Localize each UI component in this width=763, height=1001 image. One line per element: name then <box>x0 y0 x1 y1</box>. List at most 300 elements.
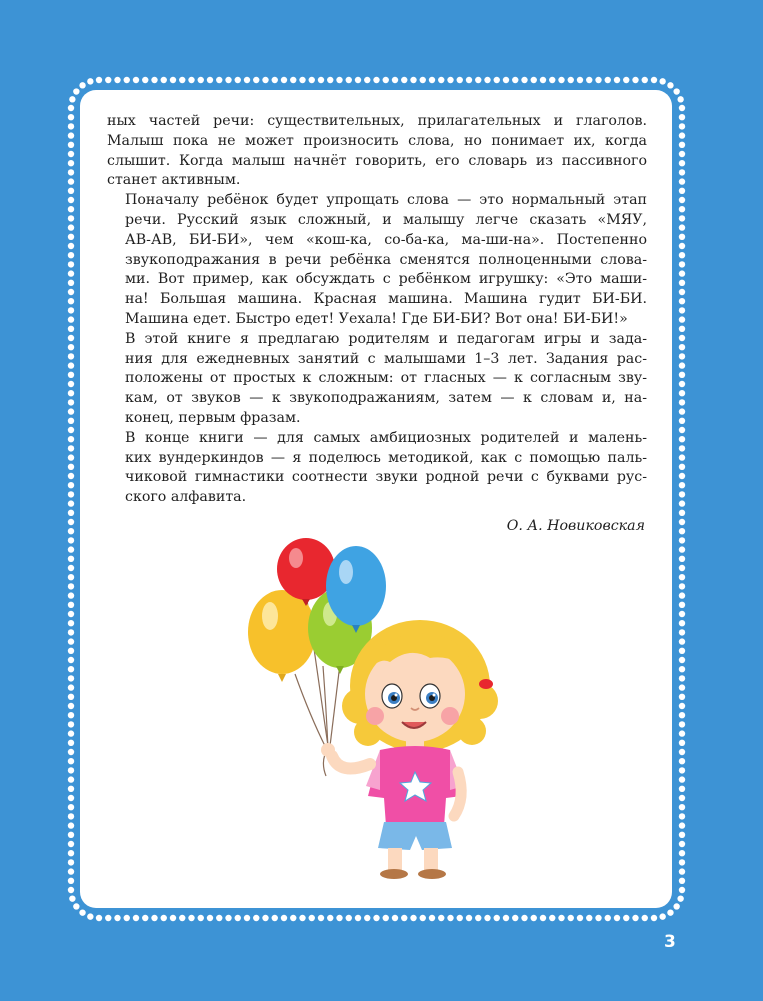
border-dot <box>68 243 74 249</box>
border-dot <box>438 915 444 921</box>
border-dot <box>151 915 157 921</box>
border-dot <box>309 915 315 921</box>
border-dot <box>68 684 74 690</box>
border-dot <box>540 915 546 921</box>
border-dot <box>68 611 74 617</box>
border-dot <box>679 500 685 506</box>
border-dot <box>179 915 185 921</box>
border-dot <box>68 326 74 332</box>
border-dot <box>68 813 74 819</box>
border-dot <box>68 500 74 506</box>
border-dot <box>68 445 74 451</box>
text-line: кам, от звуков — к звукоподражаниям, затем — к словам и, на- <box>125 390 647 407</box>
border-dot <box>679 657 685 663</box>
text-line: речи. Русский язык сложный, и малышу легче сказать «МЯУ, <box>125 211 647 228</box>
border-dot <box>679 767 685 773</box>
border-dot <box>68 767 74 773</box>
text-line: Поначалу ребёнок будет упрощать слова — это нормальный этап <box>125 192 647 209</box>
border-dot <box>346 915 352 921</box>
border-dot <box>68 178 74 184</box>
border-dot <box>336 77 342 83</box>
border-dot <box>679 841 685 847</box>
border-dot <box>68 694 74 700</box>
border-dot <box>679 344 685 350</box>
border-dot <box>429 77 435 83</box>
border-dot <box>410 915 416 921</box>
border-dot <box>679 629 685 635</box>
border-dot <box>679 537 685 543</box>
text-line: звукоподражания в речи ребёнка сменятся полноценными слова- <box>125 251 647 268</box>
border-dot <box>679 353 685 359</box>
border-dot <box>383 77 389 83</box>
border-dot <box>216 915 222 921</box>
border-dot <box>595 77 601 83</box>
border-dot <box>679 482 685 488</box>
border-dot <box>68 712 74 718</box>
border-dot <box>346 77 352 83</box>
border-dot <box>651 77 657 83</box>
border-dot <box>235 915 241 921</box>
border-dot <box>679 454 685 460</box>
text-line: ми. Вот пример, как обсуждать с ребёнком игрушку: «Это маши- <box>125 271 647 288</box>
border-dot <box>364 915 370 921</box>
border-dot <box>68 795 74 801</box>
border-dot <box>68 822 74 828</box>
text-line: конец, первым фразам. <box>125 409 301 426</box>
text-line: положены от простых к сложным: от гласных — к согласным зву- <box>125 370 647 387</box>
border-dot <box>673 903 679 909</box>
border-dot <box>179 77 185 83</box>
border-dot <box>679 528 685 534</box>
border-dot <box>68 142 74 148</box>
border-dot <box>68 289 74 295</box>
text-line: АВ-АВ, БИ-БИ», чем «кош-ка, со-ба-ка, ма-ши-на». Постепенно <box>125 231 647 248</box>
border-dot <box>420 915 426 921</box>
border-dot <box>272 77 278 83</box>
border-dot <box>679 197 685 203</box>
border-dot <box>679 675 685 681</box>
border-dot <box>142 77 148 83</box>
border-dot <box>68 887 74 893</box>
border-dot <box>586 915 592 921</box>
border-dot <box>679 390 685 396</box>
border-dot <box>447 915 453 921</box>
border-dot <box>68 519 74 525</box>
border-dot <box>679 289 685 295</box>
paragraph <box>107 191 647 330</box>
border-dot <box>659 78 665 84</box>
border-dot <box>355 77 361 83</box>
border-dot <box>659 913 665 919</box>
border-dot <box>68 675 74 681</box>
paragraph <box>107 429 647 508</box>
border-dot <box>281 915 287 921</box>
border-dot <box>68 353 74 359</box>
border-dot <box>679 160 685 166</box>
border-dot <box>679 436 685 442</box>
border-dot <box>679 822 685 828</box>
border-dot <box>68 749 74 755</box>
border-dot <box>679 510 685 516</box>
border-dot <box>68 638 74 644</box>
border-dot <box>68 197 74 203</box>
border-dot <box>540 77 546 83</box>
border-dot <box>679 887 685 893</box>
border-dot <box>679 694 685 700</box>
border-dot <box>623 77 629 83</box>
border-dot <box>68 436 74 442</box>
border-dot <box>114 77 120 83</box>
border-dot <box>679 804 685 810</box>
border-dot <box>299 915 305 921</box>
border-dot <box>679 850 685 856</box>
border-dot <box>679 620 685 626</box>
border-dot <box>68 160 74 166</box>
border-dot <box>68 252 74 258</box>
border-dot <box>679 749 685 755</box>
border-dot <box>68 859 74 865</box>
text-line: слышит. Когда малыш начнёт говорить, его словарь из пассивного <box>107 152 647 169</box>
border-dot <box>679 519 685 525</box>
border-dot <box>679 234 685 240</box>
border-dot <box>679 132 685 138</box>
border-dot <box>667 909 673 915</box>
border-dot <box>364 77 370 83</box>
border-dot <box>466 77 472 83</box>
border-dot <box>225 77 231 83</box>
border-dot <box>142 915 148 921</box>
text-line: ных частей речи: существительных, прилагательных и глаголов. <box>107 113 647 129</box>
border-dot <box>457 915 463 921</box>
border-dot <box>68 546 74 552</box>
border-dot <box>244 915 250 921</box>
border-dot <box>68 473 74 479</box>
border-dot <box>290 77 296 83</box>
border-dot <box>605 77 611 83</box>
border-dot <box>133 915 139 921</box>
border-dot <box>679 611 685 617</box>
border-dot <box>679 261 685 267</box>
border-dot <box>679 638 685 644</box>
border-dot <box>679 740 685 746</box>
border-dot <box>420 77 426 83</box>
border-dot <box>68 565 74 571</box>
border-dot <box>679 215 685 221</box>
border-dot <box>68 583 74 589</box>
border-dot <box>679 270 685 276</box>
border-dot <box>577 915 583 921</box>
border-dot <box>679 243 685 249</box>
border-dot <box>679 602 685 608</box>
border-dot <box>68 537 74 543</box>
border-dot <box>68 408 74 414</box>
border-dot <box>679 169 685 175</box>
border-dot <box>679 252 685 258</box>
border-dot <box>68 556 74 562</box>
border-dot <box>677 895 683 901</box>
illustration <box>240 536 510 890</box>
text-line: В этой книге я предлагаю родителям и педагогам игры и зада- <box>125 330 647 347</box>
border-dot <box>484 77 490 83</box>
border-dot <box>677 96 683 102</box>
border-dot <box>679 142 685 148</box>
border-dot <box>679 316 685 322</box>
border-dot <box>79 909 85 915</box>
border-dot <box>68 399 74 405</box>
border-dot <box>68 206 74 212</box>
border-dot <box>558 915 564 921</box>
border-dot <box>429 915 435 921</box>
border-dot <box>679 648 685 654</box>
border-dot <box>679 399 685 405</box>
border-dot <box>679 362 685 368</box>
body-text <box>107 112 647 508</box>
border-dot <box>679 795 685 801</box>
border-dot <box>673 88 679 94</box>
border-dot <box>679 546 685 552</box>
border-dot <box>679 730 685 736</box>
border-dot <box>299 77 305 83</box>
border-dot <box>327 77 333 83</box>
border-dot <box>68 574 74 580</box>
border-dot <box>68 362 74 368</box>
border-dot <box>623 915 629 921</box>
border-dot <box>679 151 685 157</box>
border-dot <box>69 96 75 102</box>
border-dot <box>679 372 685 378</box>
border-dot <box>679 418 685 424</box>
border-dot <box>679 666 685 672</box>
border-dot <box>614 77 620 83</box>
border-dot <box>614 915 620 921</box>
border-dot <box>68 298 74 304</box>
border-dot <box>679 427 685 433</box>
border-dot <box>679 776 685 782</box>
border-dot <box>679 556 685 562</box>
border-dot <box>188 915 194 921</box>
border-dot <box>68 648 74 654</box>
border-dot <box>568 77 574 83</box>
border-dot <box>679 381 685 387</box>
border-dot <box>68 786 74 792</box>
border-dot <box>170 77 176 83</box>
border-dot <box>679 786 685 792</box>
border-dot <box>68 372 74 378</box>
border-dot <box>68 758 74 764</box>
border-dot <box>253 77 259 83</box>
border-dot <box>466 915 472 921</box>
border-dot <box>679 473 685 479</box>
border-dot <box>207 77 213 83</box>
border-dot <box>679 583 685 589</box>
border-dot <box>679 307 685 313</box>
border-dot <box>68 234 74 240</box>
text-line: на! Большая машина. Красная машина. Машина гудит БИ-БИ. <box>125 291 647 308</box>
border-dot <box>170 915 176 921</box>
border-dot <box>679 464 685 470</box>
border-dot <box>392 77 398 83</box>
border-dot <box>679 721 685 727</box>
text-line: Машина едет. Быстро едет! Уехала! Где БИ-БИ? Вот она! БИ-БИ!» <box>125 310 628 327</box>
border-dot <box>68 307 74 313</box>
border-dot <box>512 915 518 921</box>
border-dot <box>494 77 500 83</box>
border-dot <box>68 381 74 387</box>
border-dot <box>475 77 481 83</box>
border-dot <box>68 151 74 157</box>
border-dot <box>68 657 74 663</box>
border-dot <box>438 77 444 83</box>
border-dot <box>68 464 74 470</box>
border-dot <box>679 832 685 838</box>
border-dot <box>494 915 500 921</box>
border-dot <box>68 114 74 120</box>
border-dot <box>235 77 241 83</box>
border-dot <box>68 841 74 847</box>
border-dot <box>679 574 685 580</box>
border-dot <box>262 77 268 83</box>
border-dot <box>68 105 74 111</box>
text-line: В конце книги — для самых амбициозных родителей и малень- <box>125 429 647 446</box>
border-dot <box>679 206 685 212</box>
border-dot <box>290 915 296 921</box>
border-dot <box>198 915 204 921</box>
border-dot <box>679 326 685 332</box>
border-dot <box>253 915 259 921</box>
border-dot <box>679 592 685 598</box>
border-dot <box>68 418 74 424</box>
text-line: ского алфавита. <box>125 489 247 506</box>
border-dot <box>679 224 685 230</box>
text-line: чиковой гимнастики соотнести звуки родной речи с буквами рус- <box>125 469 647 486</box>
paragraph <box>107 330 647 429</box>
border-dot <box>373 77 379 83</box>
border-dot <box>161 77 167 83</box>
border-dot <box>632 77 638 83</box>
border-dot <box>161 915 167 921</box>
border-dot <box>73 903 79 909</box>
border-dot <box>392 915 398 921</box>
border-dot <box>68 878 74 884</box>
border-dot <box>679 445 685 451</box>
border-dot <box>410 77 416 83</box>
border-dot <box>679 813 685 819</box>
border-dot <box>68 280 74 286</box>
border-dot <box>679 298 685 304</box>
border-dot <box>503 77 509 83</box>
border-dot <box>68 721 74 727</box>
border-dot <box>605 915 611 921</box>
border-dot <box>68 427 74 433</box>
border-dot <box>679 178 685 184</box>
border-dot <box>68 169 74 175</box>
border-dot <box>679 408 685 414</box>
border-dot <box>679 703 685 709</box>
border-dot <box>373 915 379 921</box>
border-dot <box>68 132 74 138</box>
border-dot <box>207 915 213 921</box>
border-dot <box>68 804 74 810</box>
border-dot <box>68 832 74 838</box>
border-dot <box>679 859 685 865</box>
border-dot <box>531 77 537 83</box>
border-dot <box>68 270 74 276</box>
border-dot <box>124 77 130 83</box>
border-dot <box>531 915 537 921</box>
page-number: 3 <box>664 932 676 952</box>
border-dot <box>521 77 527 83</box>
border-dot <box>355 915 361 921</box>
border-dot <box>68 261 74 267</box>
border-dot <box>383 915 389 921</box>
border-dot <box>318 77 324 83</box>
border-dot <box>79 82 85 88</box>
girl-with-balloons-icon <box>240 536 510 886</box>
border-dot <box>96 915 102 921</box>
author-signature: О. А. Новиковская <box>506 518 645 534</box>
border-dot <box>679 868 685 874</box>
border-dot <box>309 77 315 83</box>
border-dot <box>401 77 407 83</box>
border-dot <box>68 740 74 746</box>
border-dot <box>68 510 74 516</box>
border-dot <box>68 776 74 782</box>
border-dot <box>632 915 638 921</box>
border-dot <box>667 82 673 88</box>
border-dot <box>447 77 453 83</box>
border-dot <box>68 335 74 341</box>
border-dot <box>68 666 74 672</box>
border-dot <box>549 77 555 83</box>
border-dot <box>225 915 231 921</box>
border-dot <box>69 895 75 901</box>
border-dot <box>642 915 648 921</box>
border-dot <box>68 344 74 350</box>
border-dot <box>595 915 601 921</box>
border-dot <box>475 915 481 921</box>
border-dot <box>68 491 74 497</box>
border-dot <box>216 77 222 83</box>
border-dot <box>68 390 74 396</box>
border-dot <box>549 915 555 921</box>
border-dot <box>114 915 120 921</box>
border-dot <box>105 915 111 921</box>
border-dot <box>68 620 74 626</box>
border-dot <box>68 316 74 322</box>
border-dot <box>521 915 527 921</box>
border-dot <box>68 703 74 709</box>
border-dot <box>679 684 685 690</box>
border-dot <box>679 123 685 129</box>
paragraph <box>107 112 647 191</box>
border-dot <box>679 878 685 884</box>
border-dot <box>96 77 102 83</box>
border-dot <box>679 335 685 341</box>
border-dot <box>87 913 93 919</box>
border-dot <box>73 88 79 94</box>
border-dot <box>133 77 139 83</box>
border-dot <box>68 215 74 221</box>
text-line: Малыш пока не может произносить слова, но понимает их, когда <box>107 132 647 149</box>
border-dot <box>68 850 74 856</box>
border-dot <box>679 565 685 571</box>
border-dot <box>512 77 518 83</box>
border-dot <box>679 280 685 286</box>
border-dot <box>68 868 74 874</box>
border-dot <box>68 629 74 635</box>
border-dot <box>68 224 74 230</box>
border-dot <box>198 77 204 83</box>
